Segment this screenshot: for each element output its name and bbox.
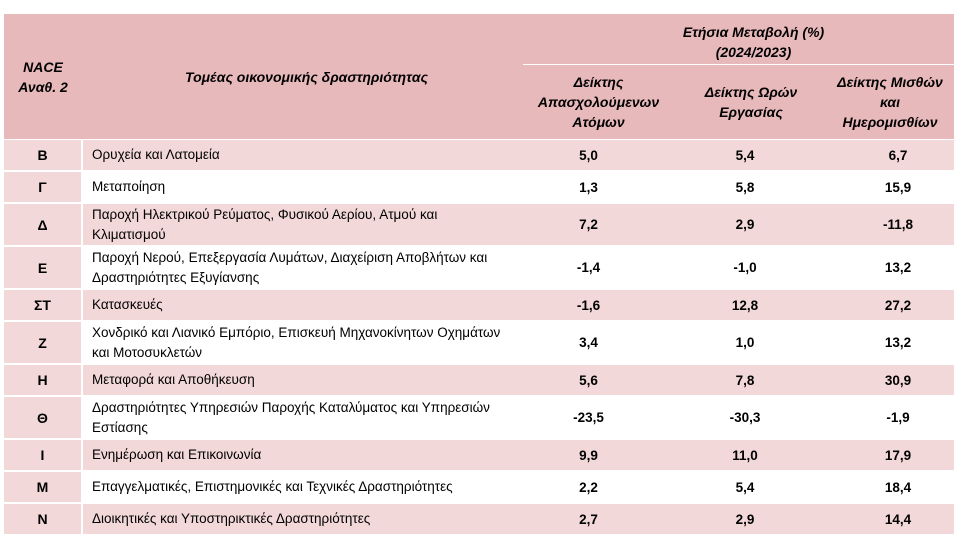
hours-value: 5,4 [684,471,818,503]
sector-name: Παροχή Νερού, Επεξεργασία Λυμάτων, Διαχείριση Αποβλήτων και Δραστηριότητες Εξυγίανσης [82,246,523,289]
nace-code: Ν [4,503,82,535]
nace-code: Ζ [4,321,82,364]
table-row [4,396,954,439]
employment-value: -23,5 [523,396,684,439]
hours-value: 7,8 [684,364,818,396]
wages-value: 13,2 [818,246,954,289]
hours-value: -1,0 [684,246,818,289]
nace-code: Η [4,364,82,396]
table-row [4,503,954,535]
sector-column-header [82,14,523,140]
employment-value: 3,4 [523,321,684,364]
wages-value: -1,9 [818,396,954,439]
hours-value: 12,8 [684,289,818,321]
employment-value: 2,2 [523,471,684,503]
table-row [4,171,954,203]
employment-value: 2,7 [523,503,684,535]
wages-value: 6,7 [818,140,954,172]
table-row [4,471,954,503]
annual-change-header [523,14,954,65]
employment-value: 5,0 [523,140,684,172]
nace-column-header [4,14,82,140]
hours-value: 2,9 [684,203,818,246]
wages-index-header [818,65,954,140]
table-row [4,246,954,289]
nace-code: Γ [4,171,82,203]
hours-value: 5,8 [684,171,818,203]
sector-name: Επαγγελματικές, Επιστημονικές και Τεχνικές Δραστηριότητες [82,471,523,503]
sector-name: Κατασκευές [82,289,523,321]
sector-name: Δραστηριότητες Υπηρεσιών Παροχής Καταλύματος και Υπηρεσιών Εστίασης [82,396,523,439]
nace-label: NACE Αναθ. 2 [18,58,68,95]
nace-code: Ι [4,439,82,471]
table-row [4,364,954,396]
employment-value: -1,4 [523,246,684,289]
wages-value: -11,8 [818,203,954,246]
sector-name: Χονδρικό και Λιανικό Εμπόριο, Επισκευή Μηχανοκίνητων Οχημάτων και Μοτοσυκλετών [82,321,523,364]
table-row [4,439,954,471]
table-body [4,140,954,536]
employment-index-label: Δείκτης Απασχολούμενων Ατόμων [537,74,660,130]
employment-value: 5,6 [523,364,684,396]
nace-code: Δ [4,203,82,246]
nace-code: Μ [4,471,82,503]
sector-name: Ορυχεία και Λατομεία [82,140,523,172]
nace-code: Β [4,140,82,172]
sector-label: Τομέας οικονομικής δραστηριότητας [185,68,428,85]
employment-value: 7,2 [523,203,684,246]
sector-name: Διοικητικές και Υποστηρικτικές Δραστηριότητες [82,503,523,535]
sector-name: Μεταποίηση [82,171,523,203]
annual-change-period: (2024/2023) [715,44,792,60]
wages-value: 30,9 [818,364,954,396]
table-row [4,321,954,364]
nace-code: ΣΤ [4,289,82,321]
hours-value: 2,9 [684,503,818,535]
hours-index-label: Δείκτης Ωρών Εργασίας [704,84,798,120]
table-row [4,289,954,321]
sector-name: Παροχή Ηλεκτρικού Ρεύματος, Φυσικού Αερίου, Ατμού και Κλιματισμού [82,203,523,246]
hours-index-header [684,65,818,140]
employment-index-header [523,65,684,140]
hours-value: 1,0 [684,321,818,364]
nace-code: Ε [4,246,82,289]
sector-name: Ενημέρωση και Επικοινωνία [82,439,523,471]
wages-value: 14,4 [818,503,954,535]
wages-value: 17,9 [818,439,954,471]
hours-value: 11,0 [684,439,818,471]
hours-value: -30,3 [684,396,818,439]
nace-code: Θ [4,396,82,439]
table-row [4,203,954,246]
employment-value: 9,9 [523,439,684,471]
employment-value: 1,3 [523,171,684,203]
employment-value: -1,6 [523,289,684,321]
sector-name: Μεταφορά και Αποθήκευση [82,364,523,396]
table-header [4,14,954,140]
wages-value: 13,2 [818,321,954,364]
wages-value: 15,9 [818,171,954,203]
wages-value: 18,4 [818,471,954,503]
annual-change-title: Ετήσια Μεταβολή (%) [682,24,825,40]
wages-value: 27,2 [818,289,954,321]
wages-index-label: Δείκτης Μισθών και Ημερομισθίων [837,74,943,130]
table-row [4,140,954,172]
hours-value: 5,4 [684,140,818,172]
annual-change-table [4,14,954,536]
